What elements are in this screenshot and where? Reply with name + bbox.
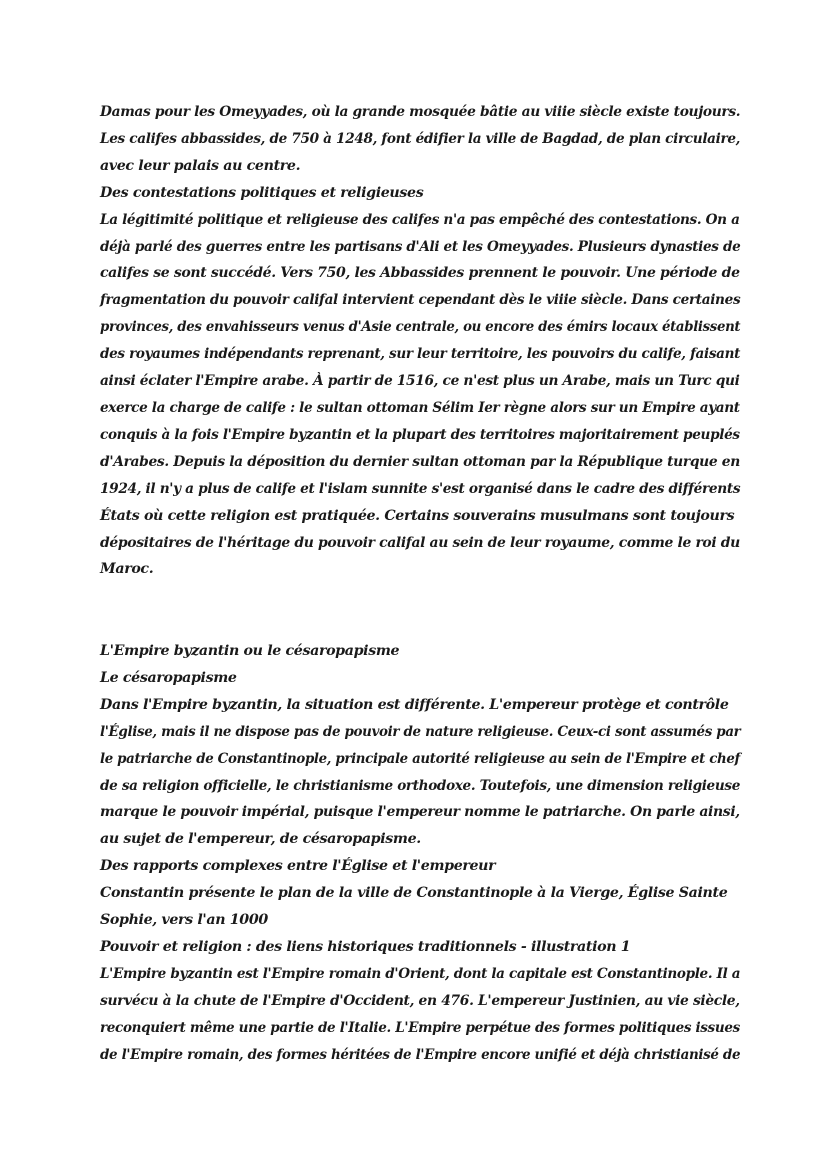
text-line: califes se sont succédé. Vers 750, les Abbassides prennent le pouvoir. Une période de (100, 265, 740, 282)
text-line: Maroc. (100, 561, 154, 578)
text-line: des royaumes indépendants reprenant, sur leur territoire, les pouvoirs du calife, faisant (100, 346, 741, 363)
text-line: exerce la charge de calife : le sultan ottoman Sélim Ier règne alors sur un Empire ayant (100, 399, 740, 416)
text-block-byzantine-empire (100, 638, 740, 1069)
text-line: Sophie, vers l'an 1000 (100, 912, 268, 929)
text-line: Damas pour les Omeyyades, où la grande mosquée bâtie au viiie siècle existe toujours. (100, 104, 741, 120)
text-line: conquis à la fois l'Empire byzantin et la plupart des territoires majoritairement peuplés (100, 426, 740, 443)
text-line: La légitimité politique et religieuse des califes n'a pas empêché des contestations. On a (100, 211, 740, 228)
text-line: Le césaropapisme (100, 669, 237, 686)
text-line: au sujet de l'empereur, de césaropapisme. (100, 831, 421, 848)
text-line: survécu à la chute de l'Empire d'Occident, en 476. L'empereur Justinien, au vie siècle, (100, 992, 740, 1009)
text-line: le patriarche de Constantinople, principale autorité religieuse au sein de l'Empire et chef (100, 750, 740, 767)
text-line: L'Empire byzantin ou le césaropapisme (100, 643, 400, 659)
text-block-caliphate (100, 99, 740, 583)
text-line: reconquiert même une partie de l'Italie. L'Empire perpétue des formes politiques issues (100, 1019, 740, 1036)
text-line: de l'Empire romain, des formes héritées de l'Empire encore unifié et déjà christianisé de (100, 1046, 741, 1063)
text-line: L'Empire byzantin est l'Empire romain d'Orient, dont la capitale est Constantinople. Il a (100, 965, 741, 982)
text-line: d'Arabes. Depuis la déposition du dernier sultan ottoman par la République turque en (100, 453, 740, 470)
text-line: l'Église, mais il ne dispose pas de pouvoir de nature religieuse. Ceux-ci sont assumés par (100, 723, 741, 740)
text-line: ainsi éclater l'Empire arabe. À partir de 1516, ce n'est plus un Arabe, mais un Turc qui (100, 373, 740, 390)
text-line: Des contestations politiques et religieuses (100, 184, 424, 201)
text-line: Les califes abbassides, de 750 à 1248, font édifier la ville de Bagdad, de plan circulaire, (100, 130, 741, 147)
text-line: provinces, des envahisseurs venus d'Asie centrale, ou encore des émirs locaux établissent (100, 319, 741, 336)
text-line: marque le pouvoir impérial, puisque l'empereur nomme le patriarche. On parle ainsi, (100, 804, 740, 821)
text-line: de sa religion officielle, le christianisme orthodoxe. Toutefois, une dimension religieuse (100, 777, 741, 794)
text-line: 1924, il n'y a plus de calife et l'islam sunnite s'est organisé dans le cadre des différents (100, 480, 741, 497)
text-line: fragmentation du pouvoir califal intervient cependant dès le viiie siècle. Dans certaines (100, 292, 741, 309)
text-line: dépositaires de l'héritage du pouvoir califal au sein de leur royaume, comme le roi du (100, 534, 740, 551)
text-line: avec leur palais au centre. (100, 157, 301, 174)
text-line: Pouvoir et religion : des liens historiques traditionnels - illustration 1 (100, 938, 631, 955)
text-line: Dans l'Empire byzantin, la situation est différente. L'empereur protège et contrôle (100, 696, 729, 713)
text-line: Des rapports complexes entre l'Église et l'empereur (100, 858, 496, 875)
text-line: Constantin présente le plan de la ville de Constantinople à la Vierge, Église Sainte (100, 885, 728, 902)
text-line: déjà parlé des guerres entre les partisans d'Ali et les Omeyyades. Plusieurs dynasties de (100, 238, 741, 255)
text-line: États où cette religion est pratiquée. Certains souverains musulmans sont toujours (100, 507, 735, 524)
